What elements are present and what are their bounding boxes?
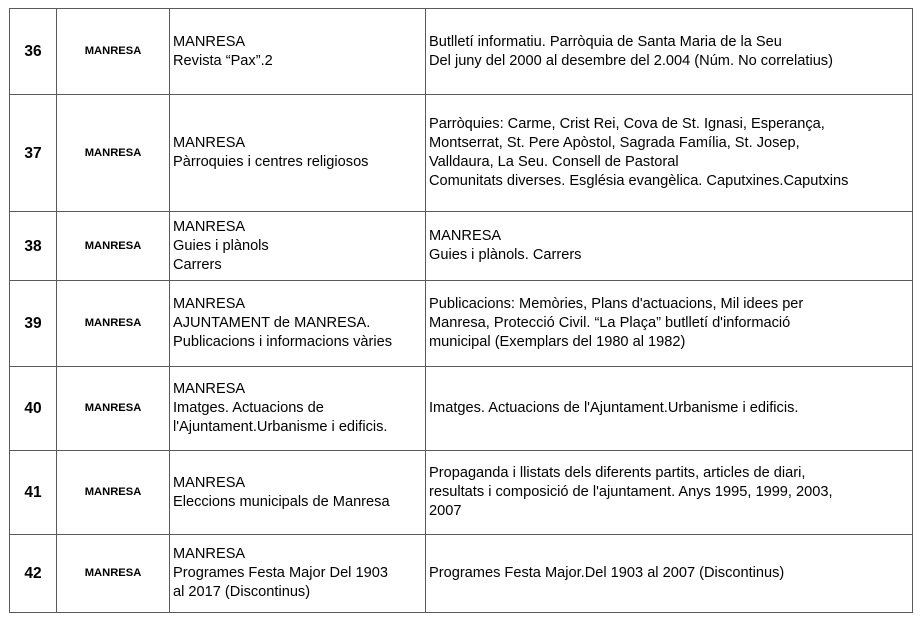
description-line: Valldaura, La Seu. Consell de Pastoral [429, 154, 679, 170]
title-line: l'Ajuntament.Urbanisme i edificis. [173, 419, 388, 435]
title-line: Publicacions i informacions vàries [173, 334, 392, 350]
row-location: MANRESA [57, 281, 170, 367]
title-line: Revista “Pax”.2 [173, 52, 273, 69]
description-line: Manresa, Protecció Civil. “La Plaça” butlletí d'informació [429, 315, 791, 331]
row-number: 40 [10, 367, 57, 451]
description-line: Propaganda i llistats dels diferents partits, articles de diari, [429, 465, 806, 481]
row-location: MANRESA [57, 451, 170, 535]
row-description [426, 367, 913, 451]
description-line: Programes Festa Major.Del 1903 al 2007 (Discontinus) [429, 565, 785, 581]
row-title [170, 9, 426, 95]
row-location: MANRESA [57, 535, 170, 613]
catalog-body [10, 9, 913, 613]
row-description [426, 212, 913, 281]
title-line: MANRESA [173, 546, 246, 562]
table-row [10, 281, 913, 367]
table-row [10, 212, 913, 281]
row-description [426, 281, 913, 367]
row-number: 39 [10, 281, 57, 367]
table-row [10, 9, 913, 95]
row-location: MANRESA [57, 95, 170, 212]
description-line: Parròquies: Carme, Crist Rei, Cova de St. Ignasi, Esperança, [429, 116, 825, 132]
row-description [426, 535, 913, 613]
description-line: Comunitats diverses. Església evangèlica. Caputxines.Caputxins [429, 173, 849, 189]
row-number: 42 [10, 535, 57, 613]
row-location: MANRESA [57, 9, 170, 95]
description-line: MANRESA [429, 228, 502, 244]
description-line: 2007 [429, 503, 462, 519]
title-line: Carrers [173, 256, 222, 273]
row-description [426, 9, 913, 95]
description-line: Guies i plànols. Carrers [429, 247, 582, 263]
title-line: MANRESA [173, 474, 246, 491]
description-line: Imatges. Actuacions de l'Ajuntament.Urbanisme i edificis. [429, 400, 799, 416]
description-line: municipal (Exemplars del 1980 al 1982) [429, 334, 686, 350]
row-title [170, 451, 426, 535]
row-number: 38 [10, 212, 57, 281]
title-line: Programes Festa Major Del 1903 [173, 565, 388, 581]
title-line: Imatges. Actuacions de [173, 400, 324, 416]
title-line: MANRESA [173, 135, 246, 151]
table-row [10, 367, 913, 451]
row-number: 41 [10, 451, 57, 535]
title-line: MANRESA [173, 218, 246, 235]
description-line: Del juny del 2000 al desembre del 2.004 (Núm. No correlatius) [429, 52, 833, 69]
row-location: MANRESA [57, 367, 170, 451]
row-title [170, 212, 426, 281]
row-title [170, 535, 426, 613]
description-line: Montserrat, St. Pere Apòstol, Sagrada Família, St. Josep, [429, 135, 800, 151]
title-line: MANRESA [173, 33, 246, 50]
title-line: MANRESA [173, 381, 246, 397]
description-line: Publicacions: Memòries, Plans d'actuacions, Mil idees per [429, 296, 804, 312]
title-line: Eleccions municipals de Manresa [173, 493, 390, 510]
description-line: resultats i composició de l'ajuntament. Anys 1995, 1999, 2003, [429, 484, 833, 500]
row-number: 36 [10, 9, 57, 95]
row-title [170, 367, 426, 451]
title-line: Pàrroquies i centres religiosos [173, 154, 369, 170]
table-row [10, 95, 913, 212]
row-number: 37 [10, 95, 57, 212]
row-title [170, 95, 426, 212]
catalog-table [9, 8, 913, 613]
title-line: Guies i plànols [173, 237, 269, 254]
title-line: AJUNTAMENT de MANRESA. [173, 315, 371, 331]
row-location: MANRESA [57, 212, 170, 281]
row-title [170, 281, 426, 367]
row-description [426, 451, 913, 535]
title-line: al 2017 (Discontinus) [173, 584, 311, 600]
description-line: Butlletí informatiu. Parròquia de Santa Maria de la Seu [429, 33, 782, 50]
table-row [10, 535, 913, 613]
row-description [426, 95, 913, 212]
title-line: MANRESA [173, 296, 246, 312]
table-row [10, 451, 913, 535]
